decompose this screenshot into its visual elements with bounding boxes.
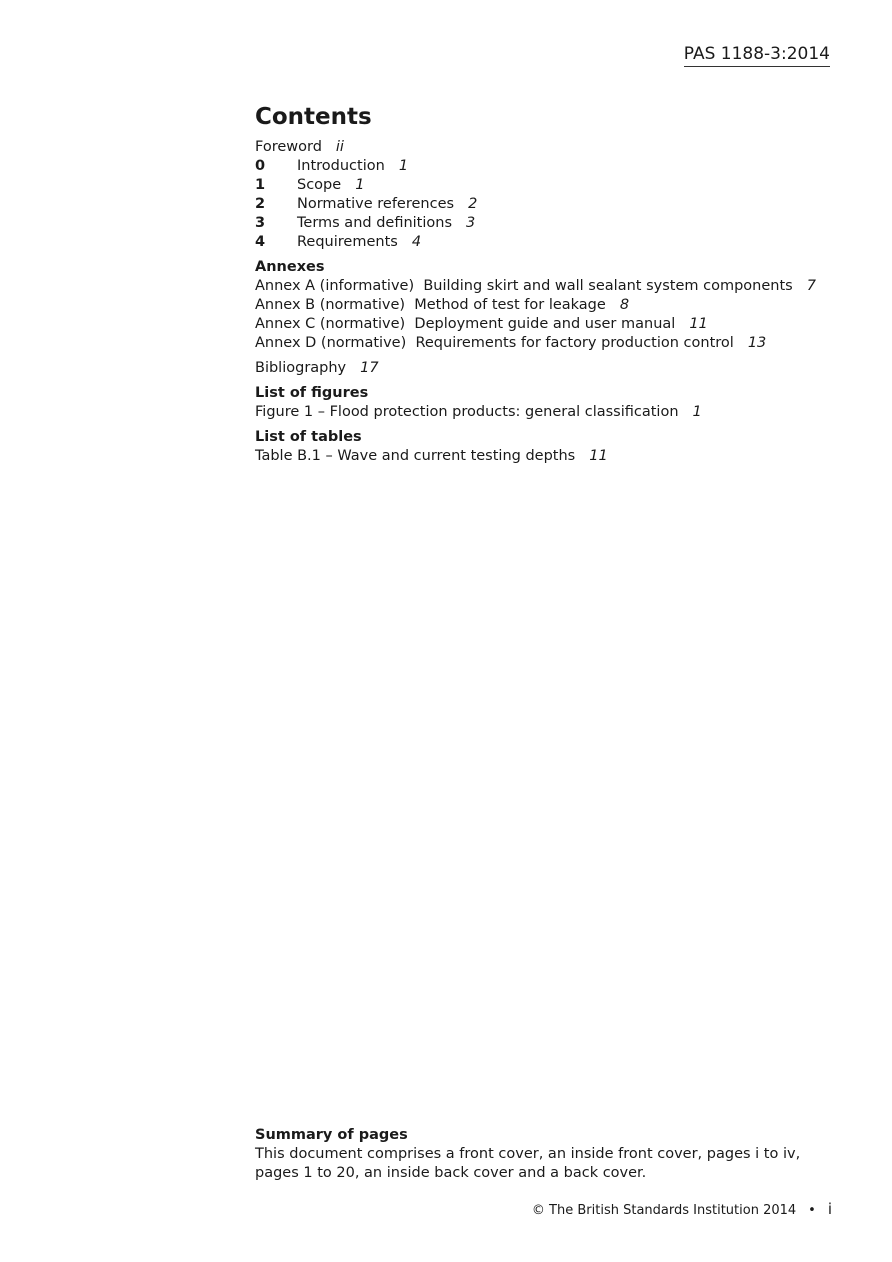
toc-page: ii [335, 139, 344, 155]
toc-label: Scope [297, 177, 342, 193]
toc-page: 17 [360, 360, 379, 376]
toc-label: Annex C (normative) Deployment guide and user manual [255, 316, 676, 332]
toc-label: Requirements [297, 234, 398, 250]
toc-entry-annex[interactable] [255, 296, 815, 315]
toc-number: 0 [255, 158, 266, 174]
toc-entry-figure[interactable] [255, 403, 815, 422]
toc-number: 2 [255, 196, 266, 212]
page-footer [532, 1200, 832, 1218]
toc-page: 4 [411, 234, 422, 250]
toc-label: Terms and definitions [297, 215, 453, 231]
toc-entry-clause[interactable] [255, 176, 815, 195]
bullet-separator: • [808, 1203, 816, 1218]
toc-entry-clause[interactable] [255, 214, 815, 233]
annexes-heading: Annexes [255, 259, 325, 275]
toc-label: Table B.1 – Wave and current testing depths [255, 448, 576, 464]
toc-page: 1 [398, 158, 409, 174]
toc-entry-clause[interactable] [255, 233, 815, 252]
toc-number: 3 [255, 215, 266, 231]
toc-page: 11 [689, 316, 708, 332]
toc-page: 3 [466, 215, 476, 231]
toc-page: 7 [806, 278, 816, 294]
summary-line: This document comprises a front cover, an inside front cover, pages i to iv, [255, 1146, 801, 1162]
toc-label: Normative references [297, 196, 455, 212]
summary-heading: Summary of pages [255, 1127, 408, 1143]
toc-label: Annex A (informative) Building skirt and wall sealant system components [255, 278, 793, 294]
toc-entry-bibliography[interactable] [255, 359, 815, 378]
summary-of-pages [255, 1126, 815, 1183]
toc-label: Annex D (normative) Requirements for factory production control [255, 335, 734, 351]
toc-label: Foreword [255, 139, 322, 155]
page-title: Contents [255, 104, 372, 130]
toc-entry-annex[interactable] [255, 315, 815, 334]
document-code: PAS 1188-3:2014 [684, 44, 830, 67]
toc-entry-annex[interactable] [255, 277, 815, 296]
toc-label: Figure 1 – Flood protection products: general classification [255, 404, 679, 420]
page-number: i [827, 1200, 832, 1218]
toc-entry-annex[interactable] [255, 334, 815, 353]
toc-entry-table[interactable] [255, 447, 815, 466]
toc-page: 11 [589, 448, 608, 464]
toc-label: Introduction [297, 158, 385, 174]
summary-line: pages 1 to 20, an inside back cover and a back cover. [255, 1165, 647, 1181]
toc-page: 2 [468, 196, 478, 212]
toc-entry-foreword[interactable] [255, 138, 815, 157]
toc-label: Annex B (normative) Method of test for leakage [255, 297, 606, 313]
contents-section [255, 102, 815, 466]
toc-number: 4 [255, 234, 266, 250]
toc-entry-clause[interactable] [255, 195, 815, 214]
toc-entry-clause[interactable] [255, 157, 815, 176]
toc-page: 13 [747, 335, 767, 351]
figures-heading: List of figures [255, 385, 369, 401]
toc-label: Bibliography [255, 360, 347, 376]
toc-number: 1 [255, 177, 266, 193]
toc-page: 8 [619, 297, 630, 313]
toc-page: 1 [355, 177, 365, 193]
copyright-notice: © The British Standards Institution 2014 [531, 1203, 797, 1218]
toc-page: 1 [692, 404, 702, 420]
tables-heading: List of tables [255, 429, 362, 445]
